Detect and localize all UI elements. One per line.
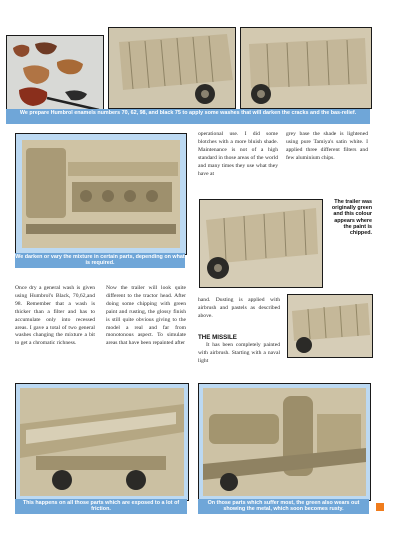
missile-engine-photo-right — [198, 383, 371, 501]
caption-top: We prepare Humbrol enamels numbers 70, 62, 98, and black 75 to apply some washes that will darken the cracks and the bas-relief. — [6, 109, 370, 124]
trailer-wheel-photo — [199, 199, 323, 288]
caption-bottom-right: On those parts which suffer most, the green also wears out showing the metal, which soon becomes rusty. — [198, 499, 369, 514]
trailer-bed-photo-1 — [108, 27, 236, 109]
text-column-d: Now the trailer will look quite different to the tractor head. After doing some chipping with green paint and rusting, the glossy finish is still quite obvious giving to the model a real and far from monotonous aspect. To simulate areas that have been repainted after — [106, 285, 186, 347]
paint-palette-photo — [6, 35, 104, 112]
section-heading: THE MISSILE — [198, 334, 237, 341]
trailer-bed-photo-2 — [240, 27, 372, 109]
trailer-side-photo — [287, 294, 373, 358]
caption-right: The trailer was originally green and this colour appears where the paint is chipped. — [331, 199, 372, 237]
text-column-c: Once dry a general wash is given using Humbrol's Black, 70,62,and 98. Remember that a wash is thicker than a filter and has to accumulate only into recessed areas. I gave a total of two general washes changing the mixture a bit to get a chromatic richness. — [15, 285, 95, 347]
caption-bottom-left: This happens on all those parts which are exposed to a lot of friction. — [15, 499, 187, 514]
text-column-f: It has been completely painted with airbrush. Starting with a naval light — [198, 342, 280, 364]
text-column-e: hand. Dusting is applied with airbrush and pastels as described above. — [198, 297, 280, 319]
caption-mid-left: We darken or vary the mixture in certain parts, depending on what is required. — [15, 254, 185, 267]
page-corner-marker — [376, 503, 384, 511]
tractor-engine-photo — [15, 133, 187, 255]
text-column-b: grey base the shade is lightened using pure Tamiya's satin white. I applied three different filters and few aluminium chips. — [286, 131, 368, 161]
missile-trailer-photo-left — [15, 383, 189, 501]
text-column-a: operational use. I did some blotches with a more bluish shade. Maintenance is not of a high standard in those areas of the world and many times they use what they have at — [198, 131, 278, 177]
